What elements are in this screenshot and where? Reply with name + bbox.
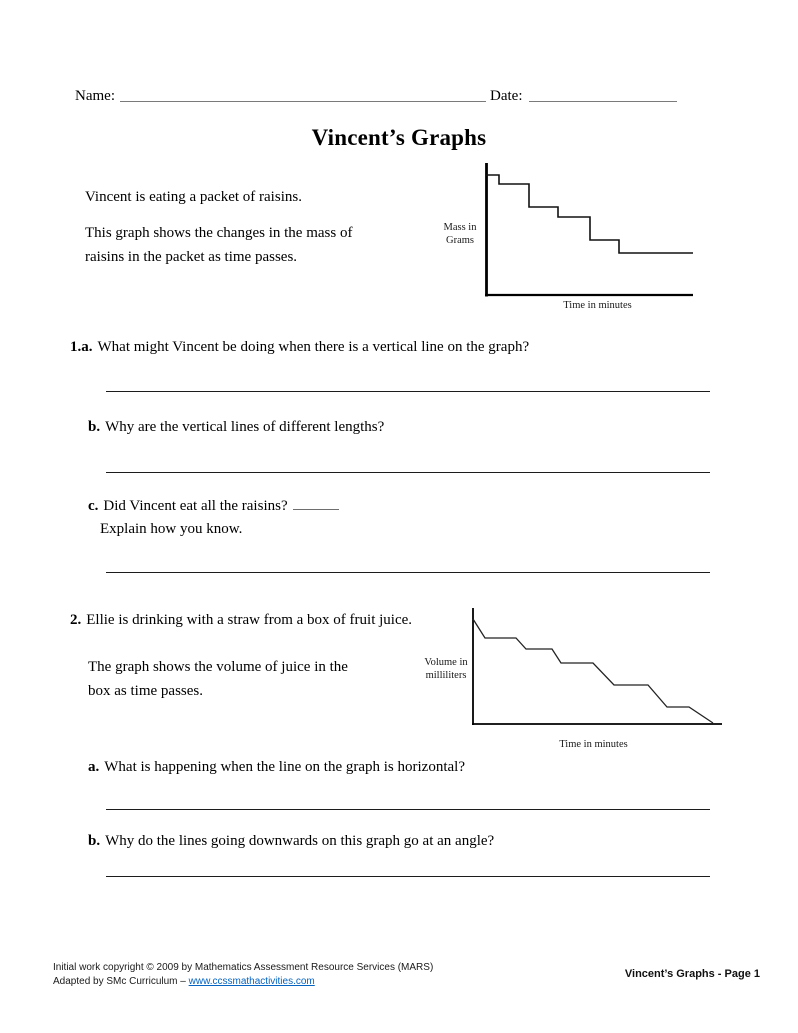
ccssmathactivities-link[interactable]: www.ccssmathactivities.com (188, 976, 315, 987)
question-1c-answer-blank (293, 496, 339, 510)
date-blank-line (529, 87, 677, 102)
page-title: Vincent’s Graphs (311, 125, 487, 150)
section1-intro-line2: This graph shows the changes in the mass of (85, 225, 353, 241)
question-2b-text: Why do the lines going downwards on this graph go at an angle? (105, 833, 495, 849)
footer-adapted (53, 975, 315, 988)
raisin-chart-x-label: Time in minutes (563, 300, 632, 311)
question-2a (88, 758, 465, 777)
question-1c-text: Did Vincent eat all the raisins? (103, 498, 288, 514)
juice-chart-y-label-line1: Volume in (424, 657, 468, 668)
question-1a-text: What might Vincent be doing when there is a vertical line on the graph? (97, 339, 530, 355)
date-label: Date: (490, 88, 523, 104)
question-1b-text: Why are the vertical lines of different lengths? (105, 419, 385, 435)
answer-line-1a (106, 391, 710, 392)
footer-copyright: Initial work copyright © 2009 by Mathematics Assessment Resource Services (MARS) (53, 962, 434, 973)
question-2a-text: What is happening when the line on the graph is horizontal? (104, 759, 465, 775)
question-1c-number: c. (88, 498, 99, 514)
question-1b (88, 418, 384, 437)
raisin-chart-y-label-line2: Grams (446, 235, 474, 246)
question-2b-number: b. (88, 833, 101, 849)
name-blank-line (120, 87, 486, 102)
answer-line-1b (106, 472, 710, 473)
answer-line-1c (106, 572, 710, 573)
raisin-chart-y-label-line1: Mass in (443, 222, 477, 233)
section1-intro-line1: Vincent is eating a packet of raisins. (85, 189, 302, 205)
question-1b-number: b. (88, 419, 101, 435)
raisin-mass-step-line (486, 175, 693, 253)
question-2a-number: a. (88, 759, 100, 775)
juice-chart-y-label (410, 656, 482, 682)
question-1a (70, 338, 529, 357)
question-2b (88, 832, 494, 851)
section2-intro-line2: box as time passes. (88, 683, 203, 699)
question-2-text: Ellie is drinking with a straw from a box of fruit juice. (86, 612, 413, 628)
juice-chart-x-label: Time in minutes (559, 739, 628, 750)
juice-chart-y-label-line2: milliliters (425, 670, 467, 681)
question-2-number: 2. (70, 612, 82, 628)
question-1c (88, 496, 339, 516)
footer-page-label: Vincent’s Graphs - Page 1 (624, 968, 760, 980)
section2-intro-line1: The graph shows the volume of juice in the (88, 659, 348, 675)
section2-intro-paragraph (88, 655, 348, 703)
section1-intro-paragraph (85, 221, 352, 269)
section1-intro-line3: raisins in the packet as time passes. (85, 249, 298, 265)
juice-volume-line (473, 619, 713, 723)
answer-line-2a (106, 809, 710, 810)
question-2 (70, 611, 412, 630)
name-label: Name: (75, 88, 115, 104)
raisin-chart-y-label (432, 221, 488, 247)
answer-line-2b (106, 876, 710, 877)
question-1a-number: 1.a. (70, 339, 93, 355)
footer-adapted-prefix: Adapted by SMc Curriculum – (53, 976, 189, 987)
question-1c-explain: Explain how you know. (100, 521, 243, 537)
